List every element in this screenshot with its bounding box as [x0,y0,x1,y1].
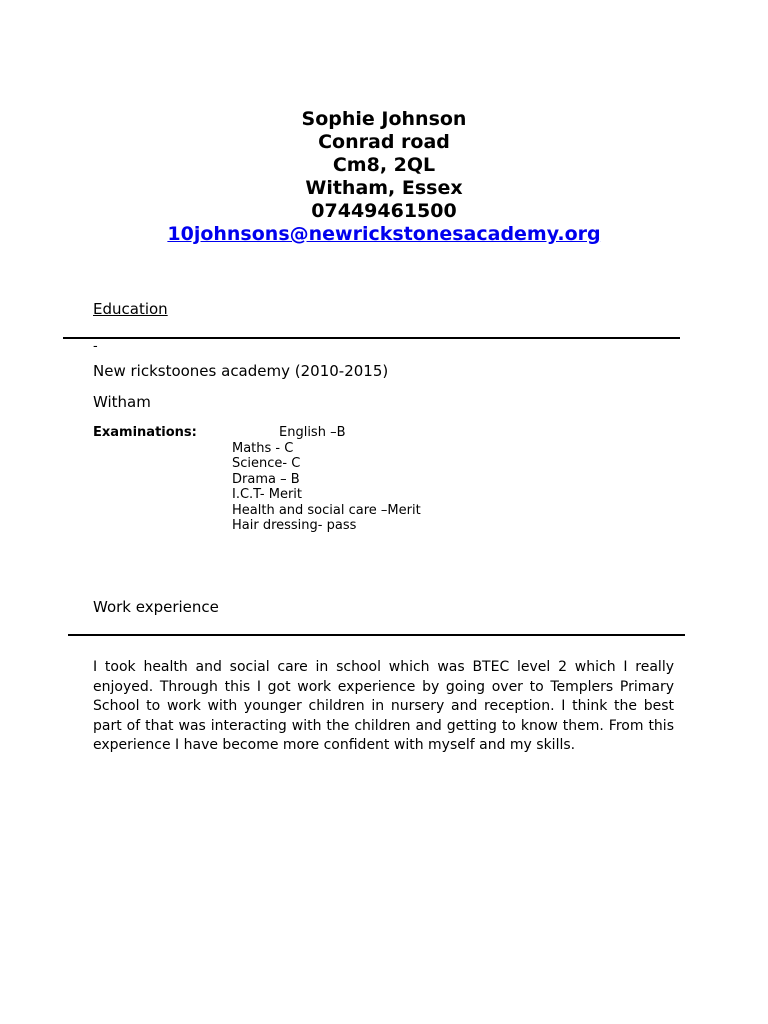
exam-item: English –B [279,425,346,440]
exam-item: Hair dressing- pass [232,518,357,533]
examinations-label: Examinations: [93,425,197,440]
education-dash: - [93,339,98,354]
contact-postcode: Cm8, 2QL [332,154,436,176]
contact-email-link[interactable]: 10johnsons@newrickstonesacademy.org [167,223,601,245]
contact-name: Sophie Johnson [301,108,467,130]
education-heading: Education [93,300,168,318]
contact-street: Conrad road [318,131,450,153]
education-school: New rickstoones academy (2010-2015) [93,362,389,380]
work-experience-heading: Work experience [93,598,219,616]
exam-item: Drama – B [232,472,300,487]
exam-item: I.C.T- Merit [232,487,303,502]
education-location: Witham [93,393,151,411]
work-experience-divider [68,634,685,636]
work-experience-paragraph: I took health and social care in school which was BTEC level 2 which I really enjoyed. Through this I got work experience by going over to Templers Primary School to work with younger children in nursery and reception. I think the best part of that was interacting with the children and getting to know them. From this experience I have become more confident with myself and my skills. [93,659,674,754]
contact-header [0,108,768,246]
contact-town: Witham, Essex [305,177,463,199]
exam-item: Health and social care –Merit [232,503,421,518]
exam-item: Science- C [232,456,301,471]
education-divider [63,337,680,339]
exam-item: Maths - C [232,441,294,456]
contact-phone: 07449461500 [311,200,457,222]
